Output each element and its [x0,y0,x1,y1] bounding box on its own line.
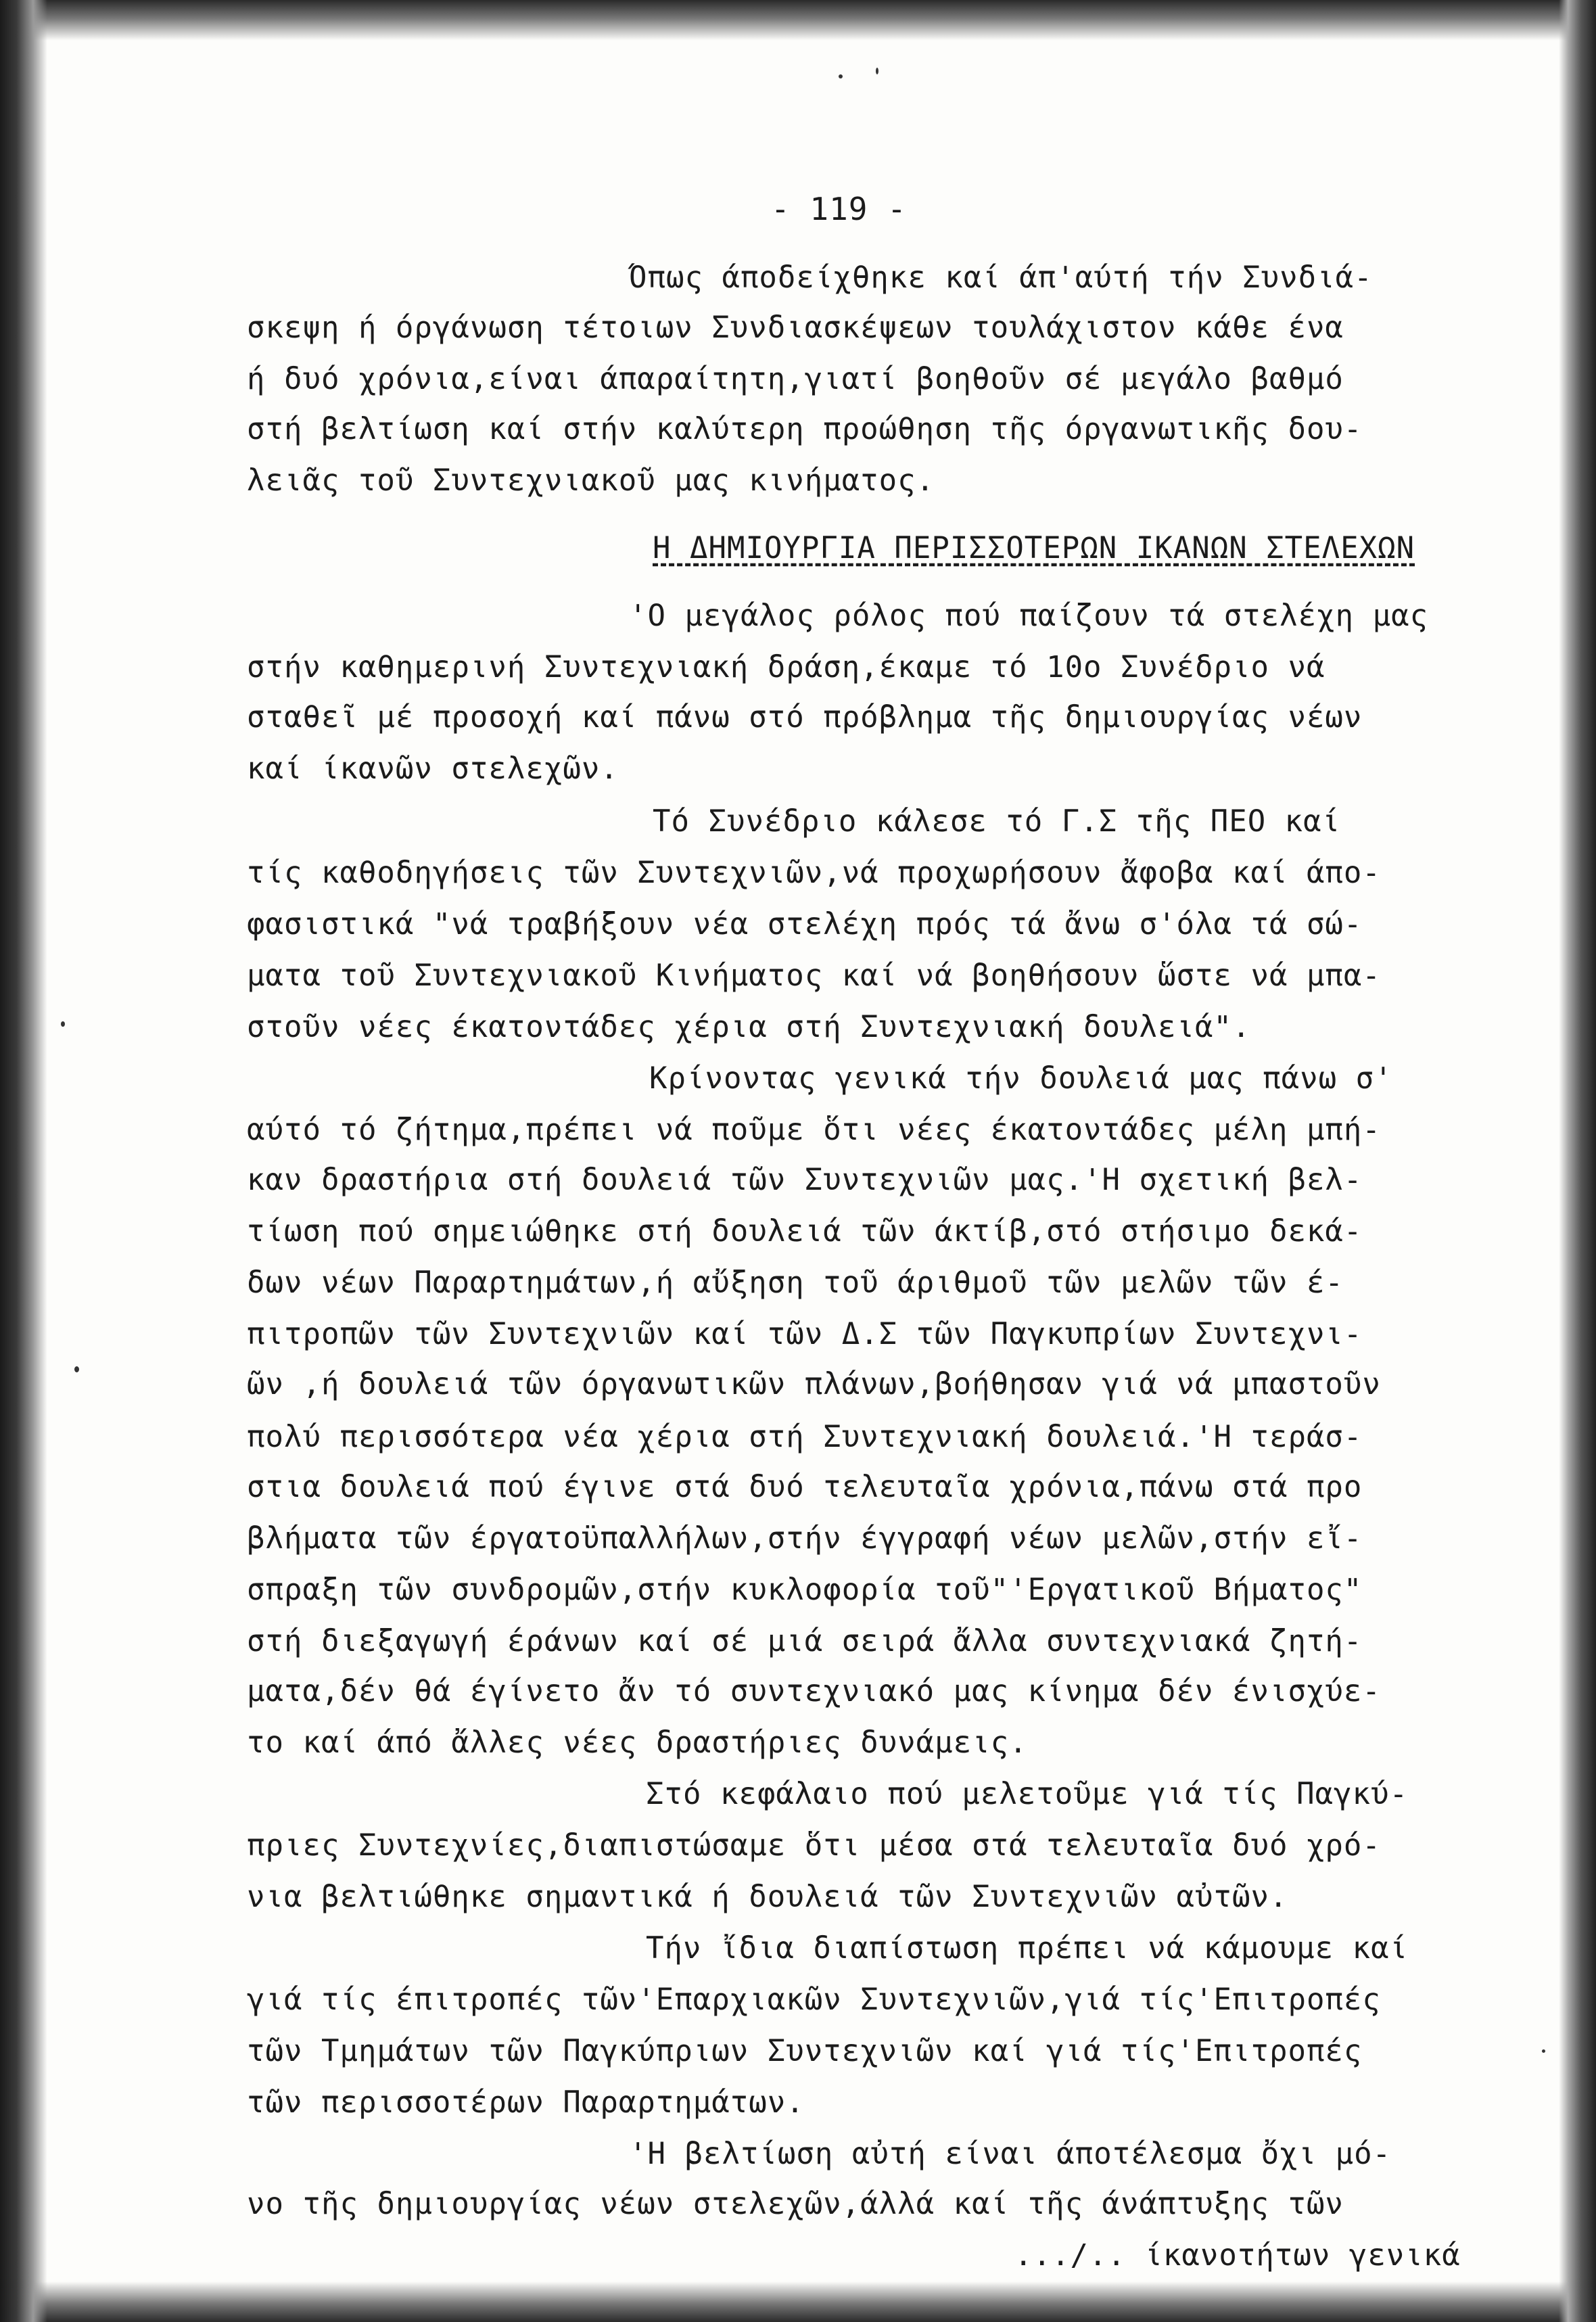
text-line: καί ίκανῶν στελεχῶν. [247,751,619,786]
scan-border-left [0,0,47,2322]
text-line: ή δυό χρόνια,είναι άπαραίτητη,γιατί βοηθοῦν σέ μεγάλο βαθμό [247,362,1344,396]
text-line: ῶν ,ή δουλειά τῶν όργανωτικῶν πλάνων,βοήθησαν γιά νά μπαστοῦν [247,1367,1381,1401]
text-line: Τό Συνέδριο κάλεσε τό Γ.Σ τῆς ΠΕΟ καί [653,804,1341,839]
text-line: δων νέων Παραρτημάτων,ή αὔξηση τοῦ άριθμοῦ τῶν μελῶν τῶν έ- [247,1266,1344,1300]
text-line: σπραξη τῶν συνδρομῶν,στήν κυκλοφορία τοῦ"'Εργατικοῦ Βήματος" [247,1573,1363,1607]
scan-speck [61,1021,65,1027]
text-line: στοῦν νέες έκατοντάδες χέρια στή Συντεχνιακή δουλειά". [247,1010,1251,1044]
continuation-line: .../.. ίκανοτήτων γενικά [1014,2238,1461,2273]
scan-border-top [0,0,1596,41]
text-line: το καί άπό ἄλλες νέες δραστήριες δυνάμεις. [247,1725,1028,1760]
text-line: νο τῆς δημιουργίας νέων στελεχῶν,άλλά καί τῆς άνάπτυξης τῶν [247,2187,1344,2221]
text-line: Κρίνοντας γενικά τήν δουλειά μας πάνω σ' [649,1061,1393,1096]
text-line: Στό κεφάλαιο πού μελετοῦμε γιά τίς Παγκύ- [646,1777,1409,1811]
text-line: ματα τοῦ Συντεχνιακοῦ Κινήματος καί νά βοηθήσουν ὥστε νά μπα- [247,958,1381,993]
scan-speck [1542,2049,1545,2053]
text-line: 'Ο μεγάλος ρόλος πού παίζουν τά στελέχη μας [629,599,1429,633]
section-heading: Η ΔΗΜΙΟΥΡΓΙΑ ΠΕΡΙΣΣΟΤΕΡΩΝ ΙΚΑΝΩΝ ΣΤΕΛΕΧΩΝ [653,531,1415,565]
scan-speck [839,74,843,78]
text-line: στια δουλειά πού έγινε στά δυό τελευταῖα χρόνια,πάνω στά προ [247,1470,1363,1504]
text-line: στή διεξαγωγή έράνων καί σέ μιά σειρά ἄλλα συντεχνιακά ζητή- [247,1624,1363,1658]
text-line: τῶν Τμημάτων τῶν Παγκύπριων Συντεχνιῶν καί γιά τίς'Επιτροπές [247,2034,1363,2068]
text-line: ματα,δέν θά έγίνετο ἄν τό συντεχνιακό μας κίνημα δέν ένισχύε- [247,1674,1381,1709]
text-line: στή βελτίωση καί στήν καλύτερη προώθηση τῆς όργανωτικῆς δου- [247,412,1363,446]
page-number: - 119 - [771,191,907,227]
text-line: τίωση πού σημειώθηκε στή δουλειά τῶν άκτίβ,στό στήσιμο δεκά- [247,1214,1363,1249]
text-line: φασιστικά "νά τραβήξουν νέα στελέχη πρός τά ἄνω σ'όλα τά σώ- [247,907,1363,942]
text-line: βλήματα τῶν έργατοϋπαλλήλων,στήν έγγραφή νέων μελῶν,στήν εἴ- [247,1521,1363,1556]
text-line: πολύ περισσότερα νέα χέρια στή Συντεχνιακή δουλειά.'Η τεράσ- [247,1420,1363,1454]
scan-speck [876,68,878,74]
scan-border-right [1559,0,1596,2322]
text-line: καν δραστήρια στή δουλειά τῶν Συντεχνιῶν μας.'Η σχετική βελ- [247,1163,1363,1197]
text-line: στήν καθημερινή Συντεχνιακή δράση,έκαμε τό 10ο Συνέδριο νά [247,650,1325,684]
text-line: νια βελτιώθηκε σημαντικά ή δουλειά τῶν Συντεχνιῶν αὐτῶν. [247,1880,1288,1914]
text-line: σκεψη ή όργάνωση τέτοιων Συνδιασκέψεων τουλάχιστον κάθε ένα [247,310,1344,345]
text-line: Όπως άποδείχθηκε καί άπ'αύτή τήν Συνδιά- [629,260,1373,295]
scan-speck [74,1366,79,1372]
text-line: τίς καθοδηγήσεις τῶν Συντεχνιῶν,νά προχωρήσουν ἄφοβα καί άπο- [247,856,1381,890]
scan-border-bottom [0,2281,1596,2322]
text-line: πριες Συντεχνίες,διαπιστώσαμε ὅτι μέσα στά τελευταῖα δυό χρό- [247,1828,1381,1863]
text-line: Τήν ἴδια διαπίστωση πρέπει νά κάμουμε καί [646,1931,1409,1966]
text-line: πιτροπῶν τῶν Συντεχνιῶν καί τῶν Δ.Σ τῶν Παγκυπρίων Συντεχνι- [247,1317,1363,1351]
text-line: σταθεῖ μέ προσοχή καί πάνω στό πρόβλημα τῆς δημιουργίας νέων [247,700,1363,735]
text-line: γιά τίς έπιτροπές τῶν'Επαρχιακῶν Συντεχνιῶν,γιά τίς'Επιτροπές [247,1982,1381,2017]
text-line: αύτό τό ζήτημα,πρέπει νά ποῦμε ὅτι νέες έκατοντάδες μέλη μπή- [247,1113,1381,1147]
text-line: λειᾶς τοῦ Συντεχνιακοῦ μας κινήματος. [247,463,935,498]
text-line: τῶν περισσοτέρων Παραρτημάτων. [247,2085,805,2120]
text-line: 'Η βελτίωση αὐτή είναι άποτέλεσμα ὄχι μό- [629,2137,1392,2171]
